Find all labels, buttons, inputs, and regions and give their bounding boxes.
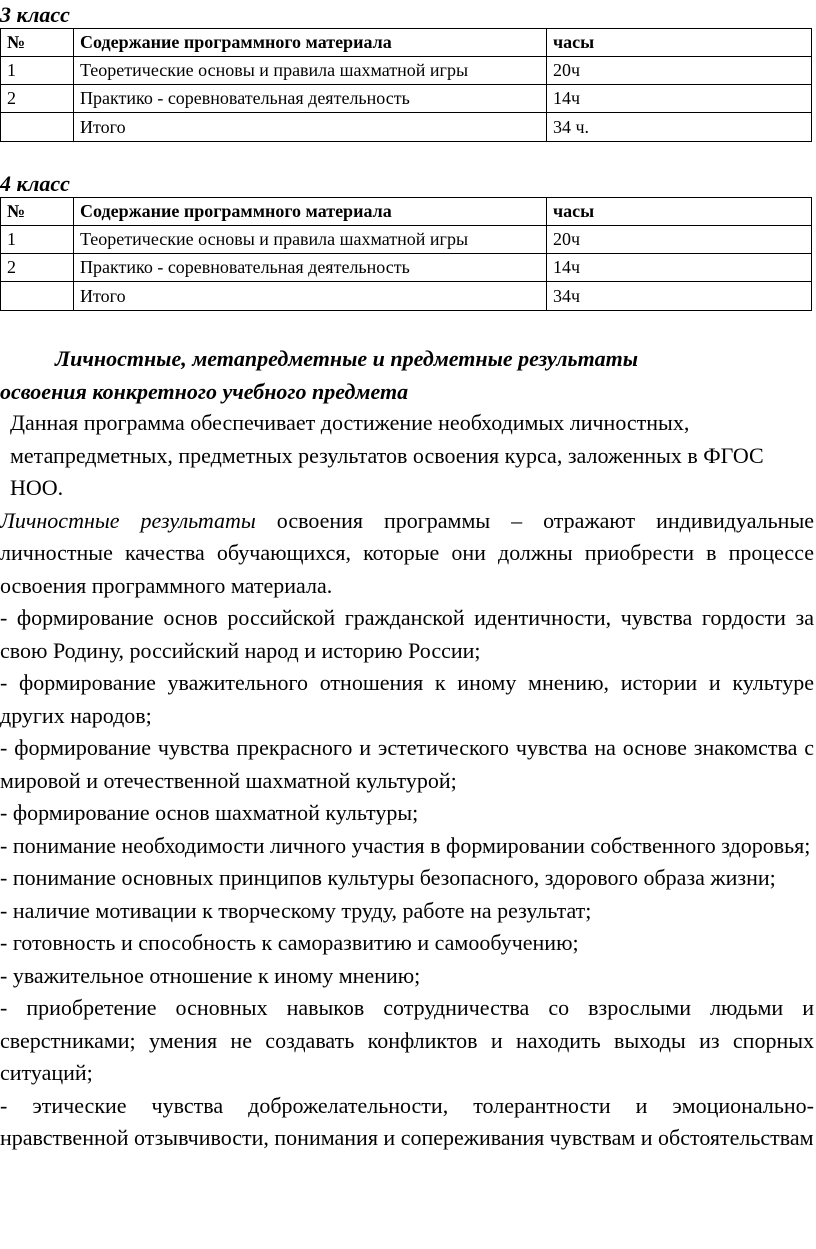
cell-content: Итого — [74, 113, 547, 142]
class-3-title: 3 класс — [0, 2, 70, 27]
list-item: - уважительное отношение к иному мнению; — [0, 962, 421, 988]
cell-number — [1, 113, 74, 142]
list-item: - формирование основ шахматной культуры; — [0, 800, 419, 825]
header-hours: часы — [547, 198, 812, 226]
cell-hours: 34 ч. — [547, 113, 812, 142]
cell-hours: 20ч — [547, 57, 812, 85]
cell-number: 1 — [1, 226, 74, 254]
cell-content: Практико - соревновательная деятельность — [74, 85, 547, 113]
cell-number: 1 — [1, 57, 74, 85]
list-item: - этические чувства доброжелательности, толерантности и эмоционально-нравственной отзывчивости, понимания и сопереживания чувствам и обстоятельствам — [0, 1092, 814, 1150]
results-heading — [0, 342, 816, 408]
cell-hours: 20ч — [547, 226, 812, 254]
results-heading-line2: освоения конкретного учебного предмета — [0, 379, 409, 404]
table-header-row — [1, 29, 812, 57]
cell-content: Теоретические основы и правила шахматной игры — [74, 57, 547, 85]
list-item: - формирование чувства прекрасного и эстетического чувства на основе знакомства с мировой и отечественной шахматной культурой; — [0, 735, 814, 793]
list-item: - приобретение основных навыков сотрудничества со взрослыми людьми и сверстниками; умения не создавать конфликтов и находить выходы из спорных ситуаций; — [0, 995, 814, 1085]
intro-paragraph: Данная программа обеспечивает достижение необходимых личностных, метапредметных, предметных результатов освоения курса, заложенных в ФГОС НОО. — [10, 410, 764, 500]
table-row — [1, 57, 812, 85]
list-item: - готовность и способность к саморазвитию и самообучению; — [0, 930, 579, 955]
list-item: - понимание основных принципов культуры безопасного, здорового образа жизни; — [0, 865, 776, 890]
cell-number: 2 — [1, 85, 74, 113]
cell-number — [1, 282, 74, 311]
header-content: Содержание программного материала — [74, 198, 547, 226]
list-item: - понимание необходимости личного участия в формировании собственного здоровья; — [0, 832, 811, 858]
list-item: - наличие мотивации к творческому труду, работе на результат; — [0, 897, 592, 923]
list-item: - формирование основ российской гражданской идентичности, чувства гордости за свою Родину, российский народ и историю России; — [0, 605, 814, 663]
header-number: № — [1, 198, 74, 226]
class-4-title: 4 класс — [0, 171, 70, 196]
personal-results-text: освоения программы – отражают индивидуальные личностные качества обучающихся, которые они должны приобрести в процессе освоения программного материала. — [0, 507, 814, 598]
cell-content: Теоретические основы и правила шахматной игры — [74, 226, 547, 254]
header-number: № — [1, 29, 74, 57]
class-3-table — [0, 28, 812, 142]
header-hours: часы — [547, 29, 812, 57]
results-heading-line1: Личностные, метапредметные и предметные результаты — [55, 346, 639, 371]
personal-results-term: Личностные результаты — [0, 507, 256, 533]
table-total-row — [1, 113, 812, 142]
header-content: Содержание программного материала — [74, 29, 547, 57]
table-row — [1, 254, 812, 282]
cell-content: Практико - соревновательная деятельность — [74, 254, 547, 282]
cell-hours: 14ч — [547, 254, 812, 282]
table-total-row — [1, 282, 812, 311]
personal-results-paragraph — [0, 505, 814, 603]
cell-number: 2 — [1, 254, 74, 282]
table-header-row — [1, 198, 812, 226]
list-item: - формирование уважительного отношения к иному мнению, истории и культуре других народов; — [0, 670, 814, 728]
cell-content: Итого — [74, 282, 547, 311]
results-body — [0, 407, 814, 1155]
cell-hours: 14ч — [547, 85, 812, 113]
class-4-table — [0, 197, 812, 311]
table-row — [1, 226, 812, 254]
table-row — [1, 85, 812, 113]
cell-hours: 34ч — [547, 282, 812, 311]
